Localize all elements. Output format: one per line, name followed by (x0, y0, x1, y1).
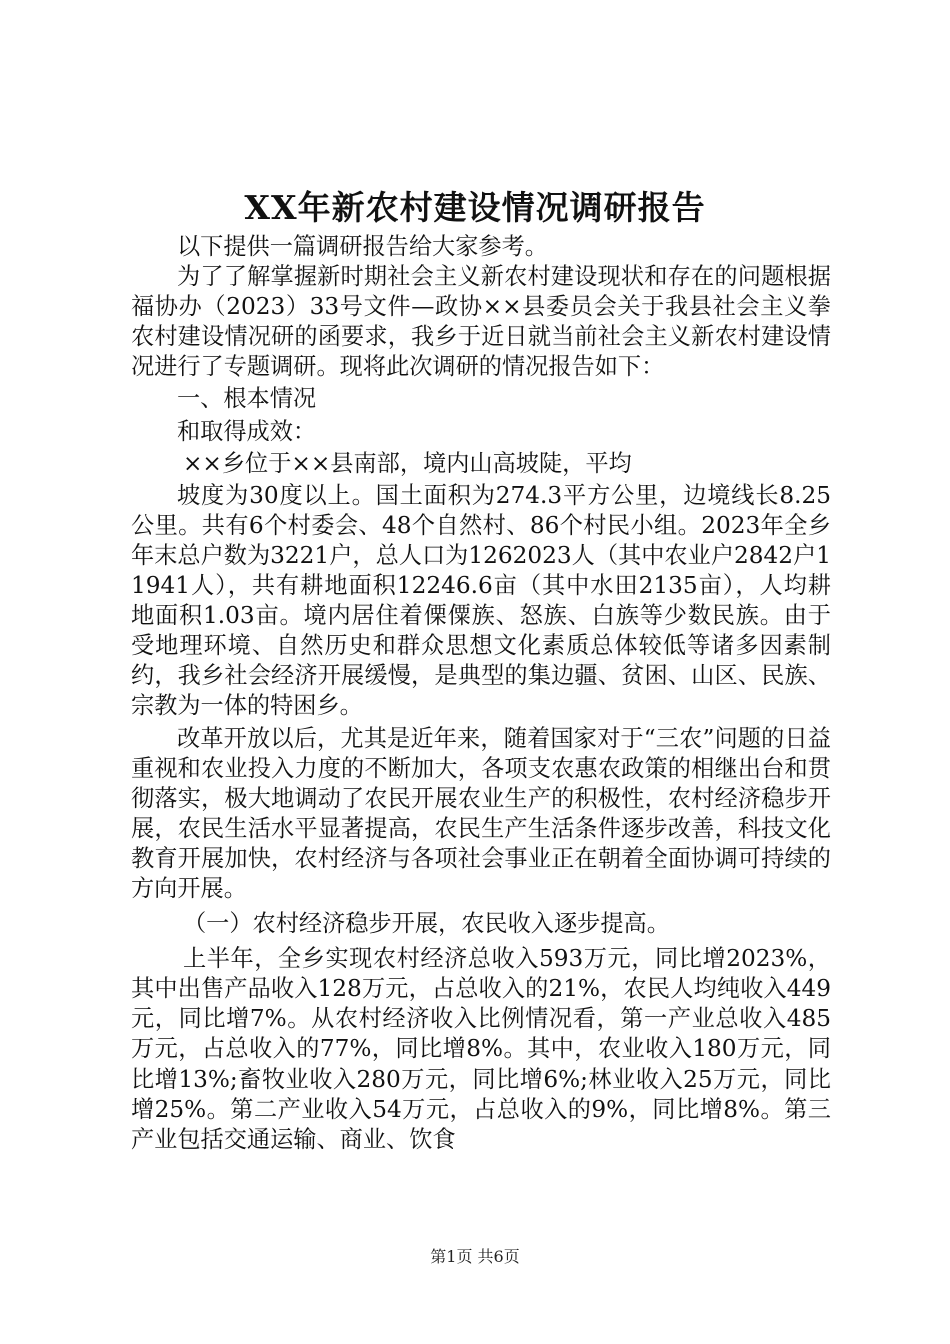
purpose-paragraph: 为了了解掌握新时期社会主义新农村建设现状和存在的问题根据福协办（2023）33号文件—政协××县委员会关于我县社会主义拳农村建设情况研的函要求，我乡于近日就当前社会主义新农村建设情况进行了专题调研。现将此次调研的情况报告如下： (131, 263, 831, 381)
section-heading-basic-situation: 一、根本情况 (177, 385, 317, 413)
document-title: XX年新农村建设情况调研报告 (244, 188, 706, 227)
subsection-heading-economy: （一）农村经济稳步开展，农民收入逐步提高。 (183, 910, 670, 938)
reform-paragraph: 改革开放以后，尤其是近年来，随着国家对于“三农”问题的日益重视和农业投入力度的不断加大，各项支农惠农政策的相继出台和贯彻落实，极大地调动了农民开展农业生产的积极性，农村经济稳步开展，农民生活水平显著提高，农民生产生活条件逐步改善，科技文化教育开展加快，农村经济与各项社会事业正在朝着全面协调可持续的方向开展。 (131, 724, 831, 902)
income-paragraph: 上半年，全乡实现农村经济总收入593万元，同比增2023%，其中出售产品收入128万元，占总收入的21%，农民人均纯收入449元，同比增7%。从农村经济收入比例情况看，第一产业总收入485万元，占总收入的77%，同比增8%。其中，农业收入180万元，同比增13%;畜牧业收入280万元，同比增6%;林业收入25万元，同比增25%。第二产业收入54万元，占总收入的9%，同比增8%。第三产业包括交通运输、商业、饮食 (131, 945, 831, 1153)
page-number: 第1页 共6页 (430, 1247, 520, 1266)
location-paragraph: ××乡位于××县南部，境内山高坡陡，平均 (183, 449, 632, 477)
section-heading-achievements: 和取得成效： (177, 417, 317, 445)
geography-paragraph: 坡度为30度以上。国土面积为274.3平方公里，边境线长8.25公里。共有6个村委会、48个自然村、86个村民小组。2023年全乡年末总户数为3221户，总人口为1262023人（其中农业户2842户11941人），共有耕地面积12246.6亩（其中水田2135亩），人均耕地面积1.03亩。境内居住着傈僳族、怒族、白族等少数民族。由于受地理环境、自然历史和群众思想文化素质总体较低等诸多因素制约，我乡社会经济开展缓慢，是典型的集边疆、贫困、山区、民族、宗教为一体的特困乡。 (131, 481, 831, 720)
document-body (131, 232, 831, 1155)
intro-paragraph: 以下提供一篇调研报告给大家参考。 (177, 233, 548, 260)
